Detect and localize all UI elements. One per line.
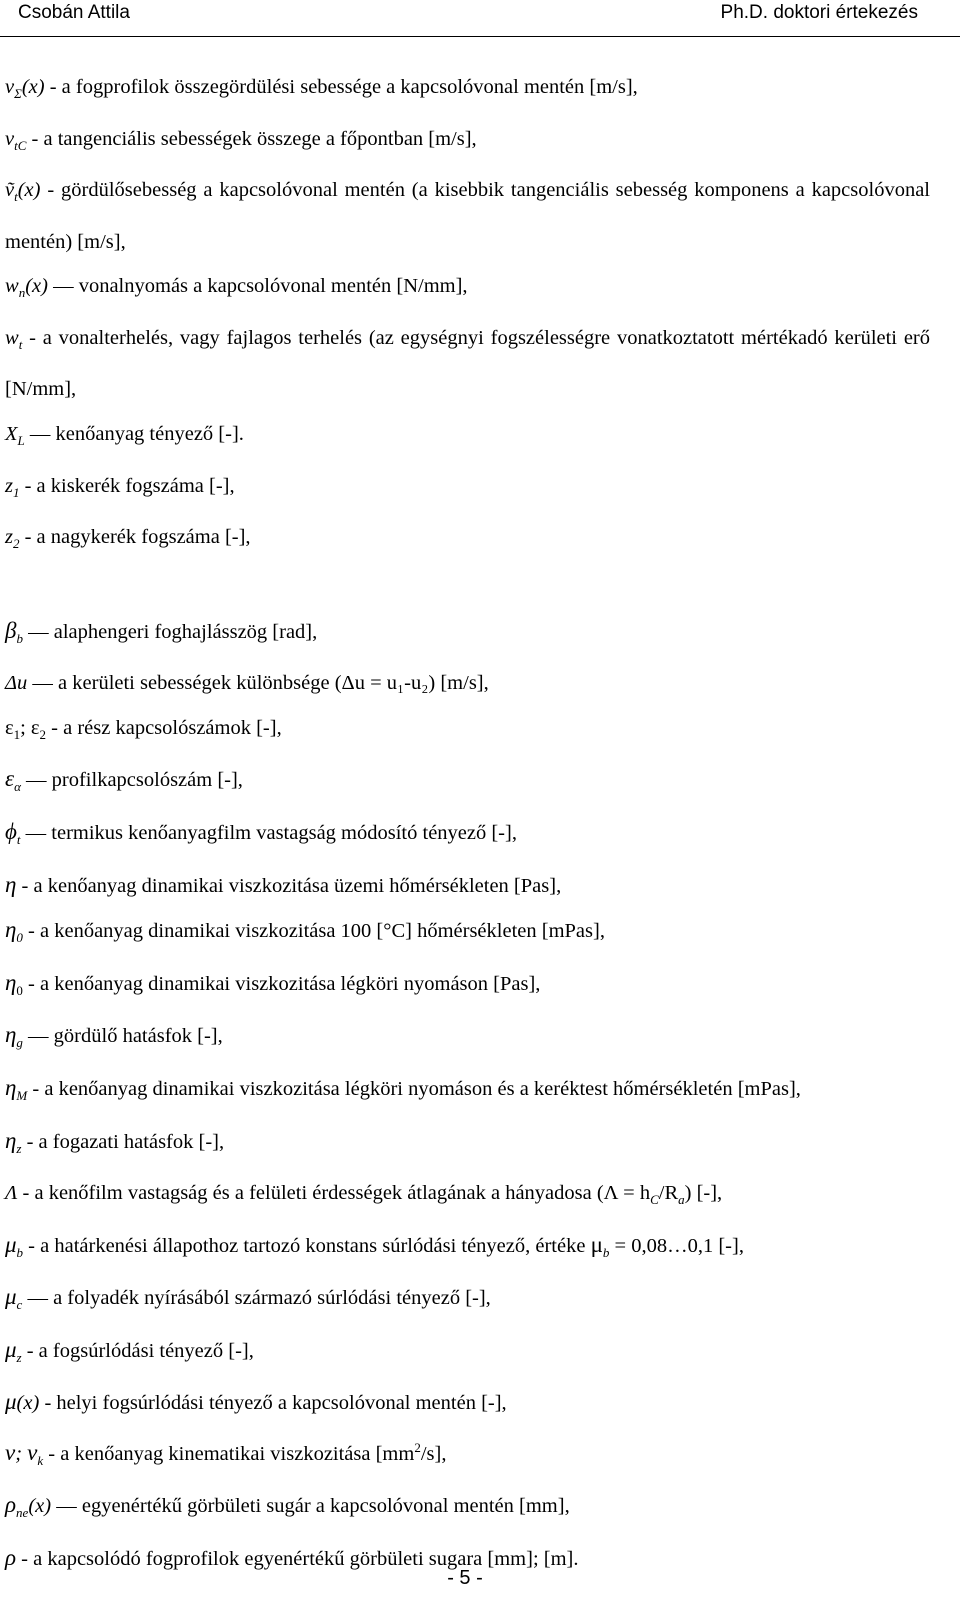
definition-eps-12: - a rész kapcsolószámok [-], (46, 716, 282, 739)
header-title: Ph.D. doktori értekezés (720, 2, 918, 23)
definition-lambda: - a kenőfilm vastagság és a felületi érdességek átlagának a hányadosa $(\Lambda = h_C/R_a)$ [-], (17, 1182, 723, 1208)
definition-eta-0a: - a kenőanyag dinamikai viszkozitása 100 [°C] hőmérsékleten [mPas], (22, 920, 605, 943)
definition-z2: - a nagykerék fogszáma [-], (19, 526, 251, 549)
definition-eta-g: — gördülő hatásfok [-], (22, 1025, 223, 1048)
definition-phi-t: — termikus kenőanyagfilm vastagság módosító tényező [-], (20, 822, 517, 845)
symbol-entry-mu-b (5, 1223, 930, 1276)
symbol-entry-rho-ne (5, 1483, 930, 1536)
symbol-eta-z: $\eta_z$ (5, 1127, 22, 1156)
definition-x-l: — kenőanyag tényező [-]. (24, 422, 244, 445)
symbol-list (5, 65, 930, 1581)
symbol-entry-delta-u (5, 661, 930, 706)
symbol-entry-eta-0a (5, 908, 930, 961)
definition-rho-ne: — egyenértékű görbületi sugár a kapcsolóvonal mentén [mm], (51, 1495, 570, 1518)
symbol-eps-alpha: $\varepsilon_\alpha$ (5, 766, 21, 795)
symbol-entry-v-tilde (5, 168, 930, 264)
symbol-entry-eta-z (5, 1119, 930, 1172)
symbol-v-sigma: $v_\Sigma(x)$ (5, 76, 45, 102)
symbol-entry-z1 (5, 464, 930, 516)
definition-v-sigma: - a fogprofilok összegördülési sebessége a kapcsolóvonal mentén [m/s], (44, 76, 638, 98)
symbol-eta-g: $\eta_g$ (5, 1022, 23, 1051)
symbol-entry-mu-z (5, 1328, 930, 1381)
symbol-delta-u: Δu (5, 672, 28, 695)
symbol-eta: η (5, 871, 17, 897)
symbol-eta-0a: $\eta_0$ (5, 917, 23, 946)
symbol-beta-b: $\beta_b$ (5, 617, 23, 646)
definition-eta-0b: - a kenőanyag dinamikai viszkozitása légköri nyomáson [Pas], (22, 972, 541, 995)
symbol-z1: $z_1$ (5, 474, 20, 500)
definition-z1: - a kiskerék fogszáma [-], (19, 474, 235, 497)
definition-v-tc: - a tangenciális sebességek összege a főpontban [m/s], (26, 127, 477, 150)
symbol-entry-x-l (5, 412, 930, 464)
symbol-phi-t: $\phi_t$ (5, 819, 21, 848)
symbol-entry-w-t (5, 316, 930, 412)
page-number: - 5 - (447, 1567, 483, 1589)
definition-nu: - a kenőanyag kinematikai viszkozitása $[mm^2/s]$, (43, 1439, 447, 1465)
symbol-entry-eta-m (5, 1066, 930, 1119)
symbol-rho: ρ (5, 1544, 17, 1570)
definition-beta-b: — alaphengeri foghajlásszög [rad], (22, 620, 318, 643)
symbol-nu: ν; $\nu_k$ (5, 1439, 44, 1468)
symbol-v-tilde: ṽ$_t$(x) (5, 179, 41, 205)
symbol-entry-eta-g (5, 1013, 930, 1066)
symbol-entry-nu (5, 1426, 930, 1483)
symbol-entry-mu-c (5, 1275, 930, 1328)
definition-v-tilde: - gördülősebesség a kapcsolóvonal mentén (a kisebbik tangenciális sebesség komponens a kapcsolóvonal mentén) [m/s], (5, 179, 930, 253)
symbol-mu-z: $\mu_z$ (5, 1336, 22, 1365)
symbol-eps-12: $\varepsilon_1$; $\varepsilon_2$ (5, 716, 47, 742)
symbol-entry-w-n (5, 264, 930, 316)
symbol-entry-phi-t (5, 810, 930, 863)
definition-eta: - a kenőanyag dinamikai viszkozitása üzemi hőmérsékleten [Pas], (16, 874, 562, 897)
symbol-rho-ne: $\rho_{ne}(x)$ (5, 1492, 52, 1521)
definition-mu-x: - helyi fogsúrlódási tényező a kapcsolóvonal mentén [-], (39, 1392, 507, 1415)
symbol-x-l: $X_L$ (5, 422, 25, 449)
symbol-entry-beta-b (5, 609, 930, 662)
symbol-entry-eps-alpha (5, 757, 930, 810)
definition-eps-alpha: — profilkapcsolószám [-], (20, 769, 243, 792)
symbol-z2: $z_2$ (5, 526, 20, 552)
symbol-entry-z2 (5, 515, 930, 567)
symbol-w-n: $w_n(x)$ (5, 275, 48, 301)
symbol-entry-eta (5, 863, 930, 909)
symbol-entry-eta-0b (5, 961, 930, 1014)
definition-eta-z: - a fogazati hatásfok [-], (21, 1130, 225, 1153)
symbol-eta-m: $\eta_M$ (5, 1074, 28, 1103)
symbol-eta-0b: $\eta_0$ (5, 969, 23, 998)
symbol-entry-v-sigma (5, 65, 930, 117)
page-header (0, 0, 960, 37)
definition-mu-c: — a folyadék nyírásából származó súrlódási tényező [-], (22, 1287, 491, 1310)
definition-mu-z: - a fogsúrlódási tényező [-], (21, 1339, 254, 1362)
symbol-entry-lambda (5, 1171, 930, 1223)
definition-w-t: - a vonalterhelés, vagy fajlagos terhelés (az egységnyi fogszélességre vonatkoztatott mértékadó kerületi erő [N/mm], (5, 326, 930, 401)
symbol-v-tc: $v_{tC}$ (5, 127, 27, 153)
definition-rho: - a kapcsolódó fogprofilok egyenértékű görbületi sugara [mm]; [m]. (16, 1547, 579, 1570)
symbol-entry-mu-x (5, 1380, 930, 1426)
header-author: Csobán Attila (18, 2, 130, 23)
symbol-w-t: $w_t$ (5, 326, 23, 352)
symbol-entry-eps-12 (5, 706, 930, 758)
symbol-mu-b: $\mu_b$ (5, 1231, 24, 1260)
symbol-entry-v-tc (5, 117, 930, 169)
symbol-lambda: Λ (5, 1182, 18, 1205)
symbol-mu-c: $\mu_c$ (5, 1284, 23, 1313)
symbol-mu-x: μ(x) (5, 1389, 40, 1415)
definition-mu-b: - a határkenési állapothoz tartozó konstans súrlódási tényező, értéke $\mu_b$ = 0,08…0,1 [-], (23, 1231, 744, 1260)
definition-w-n: — vonalnyomás a kapcsolóvonal mentén [N/mm], (47, 275, 468, 298)
definition-delta-u: — a kerületi sebességek különbsége (Δu = u₁-u₂) [m/s], (27, 672, 489, 695)
definition-eta-m: - a kenőanyag dinamikai viszkozitása légköri nyomáson és a keréktest hőmérsékletén [mPas], (27, 1077, 801, 1100)
